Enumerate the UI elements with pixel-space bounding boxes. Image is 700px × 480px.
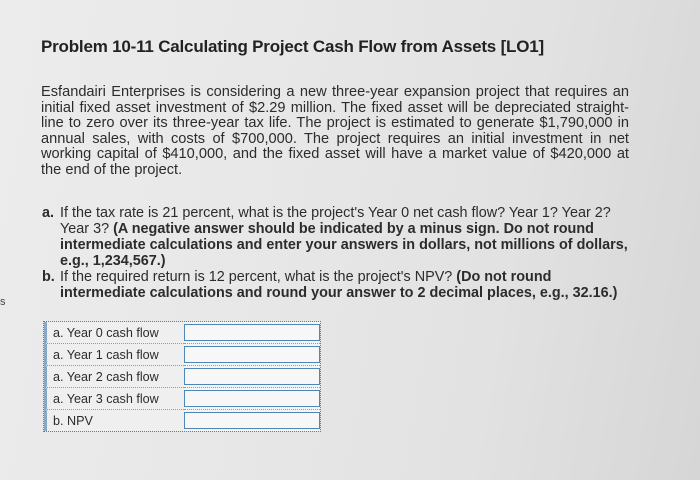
- question-a-instruction: (A negative answer should be indicated by a minus sign. Do not round intermediate calculations and enter your answers in dollars, not millions of dollars, e.g., 1,234,567.): [60, 221, 628, 269]
- question-b: [42, 269, 630, 301]
- answer-cell-year3: [184, 388, 320, 410]
- answer-cell-year1: [184, 344, 320, 366]
- question-a-letter: a.: [42, 205, 55, 221]
- answer-table: [43, 321, 321, 432]
- npv-input[interactable]: [184, 412, 320, 429]
- answer-label-year3: a. Year 3 cash flow: [44, 388, 184, 410]
- year3-cash-flow-input[interactable]: [184, 390, 320, 407]
- edge-mark: s: [0, 296, 6, 308]
- answer-cell-year2: [184, 366, 320, 388]
- answer-row-year3: [44, 388, 320, 410]
- answer-cell-year0: [184, 322, 320, 344]
- question-list: [42, 205, 630, 301]
- answer-row-year1: [44, 344, 320, 366]
- answer-label-year2: a. Year 2 cash flow: [44, 366, 184, 388]
- answer-row-npv: [44, 410, 320, 431]
- problem-title: Problem 10-11 Calculating Project Cash Flow from Assets [LO1]: [41, 37, 544, 56]
- question-b-letter: b.: [42, 269, 55, 285]
- year1-cash-flow-input[interactable]: [184, 346, 320, 363]
- answer-label-year0: a. Year 0 cash flow: [44, 322, 184, 344]
- year2-cash-flow-input[interactable]: [184, 368, 320, 385]
- year0-cash-flow-input[interactable]: [184, 324, 320, 341]
- answer-label-year1: a. Year 1 cash flow: [44, 344, 184, 366]
- question-b-instruction: (Do not round intermediate calculations and round your answer to 2 decimal places, e.g., 32.16.): [60, 269, 618, 301]
- answer-row-year2: [44, 366, 320, 388]
- answer-row-year0: [44, 322, 320, 344]
- answer-label-npv: b. NPV: [44, 410, 184, 431]
- question-a-text: If the tax rate is 21 percent, what is the project's Year 0 net cash flow? Year 1? Year 2? Year 3?: [60, 205, 611, 237]
- question-b-text: If the required return is 12 percent, what is the project's NPV?: [60, 269, 457, 285]
- problem-intro: Esfandairi Enterprises is considering a new three-year expansion project that requires an initial fixed asset investment of $2.29 million. The fixed asset will be depreciated straight-line to zero over its three-year tax life. The project is estimated to generate $1,790,000 in annual sales, with costs of $700,000. The project requires an initial investment in net working capital of $410,000, and the fixed asset will have a market value of $420,000 at the end of the project.: [41, 84, 629, 178]
- answer-cell-npv: [184, 410, 320, 431]
- question-a: [42, 205, 630, 269]
